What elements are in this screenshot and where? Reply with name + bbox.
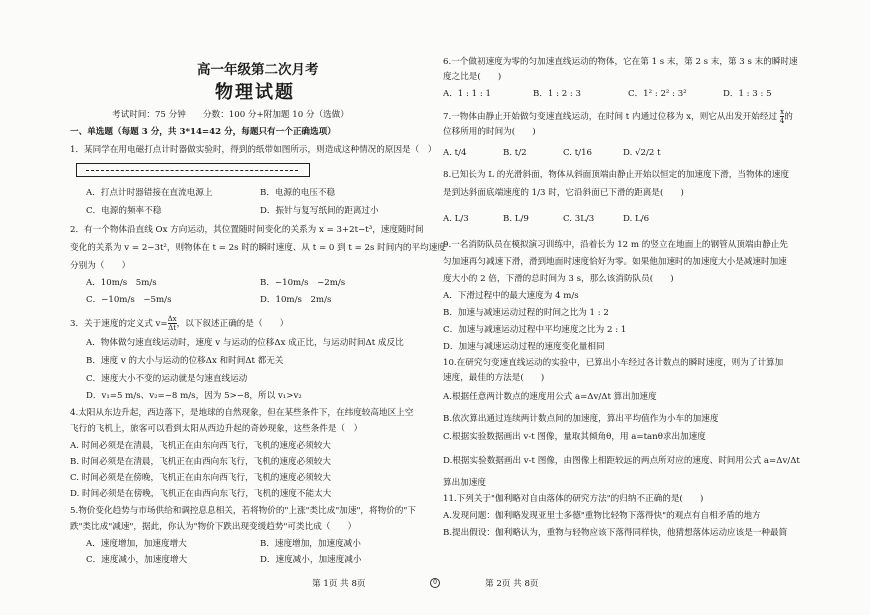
question-7-line2: 位移所用的时间为( )	[443, 127, 536, 137]
exam-info: 考试时间：75 分钟 分数：100 分+附加题 10 分（选做）	[112, 110, 349, 120]
question-1: 1．某同学在用电磁打点计时器做实验时，得到的纸带如图所示，则造成这种情况的原因是（ ）	[70, 145, 437, 155]
q3-numerator: Δx	[167, 315, 177, 323]
q11-option-b: B.提出假设：伽利略认为，重物与轻物应该下落得同样快，他猜想落体运动应该是一种最简	[443, 528, 788, 538]
q7-option-b: B. t/2	[503, 148, 527, 158]
q2-option-c: C．−10m/s −5m/s	[86, 295, 172, 305]
exam-title: 高一年级第二次月考	[197, 62, 319, 78]
question-7-line1	[443, 108, 793, 125]
q11-option-a: A.发现问题：伽利略发现亚里士多德"重物比轻物下落得快"的观点有自相矛盾的地方	[443, 511, 761, 521]
q7-option-a: A. t/4	[443, 148, 467, 158]
page-footer-left: 第 1页 共 8页	[312, 579, 366, 589]
q9-option-a: A．下滑过程中的最大速度为 4 m/s	[443, 291, 579, 301]
q8-option-d: D. L/6	[623, 214, 650, 224]
q8-option-a: A. L/3	[443, 214, 469, 224]
q4-option-a: A. 时间必须是在清晨，飞机正在由东向西飞行，飞机的速度必须较大	[70, 441, 331, 451]
q6-option-d: D．1 : 3 : 5	[723, 89, 772, 99]
q4-option-d: D. 时间必须是在傍晚，飞机正在由西向东飞行，飞机的速度不能太大	[70, 489, 332, 499]
question-6-line1: 6.一个做初速度为零的匀加速直线运动的物体，它在第 1 s 末，第 2 s 末，第 3 s 末的瞬时速	[443, 57, 798, 67]
q5-option-d: D．速度减小，加速度减小	[260, 555, 362, 565]
question-10-line1: 10.在研究匀变速直线运动的实验中，已算出小车经过各计数点的瞬时速度，则为了计算加	[443, 358, 784, 368]
q3-option-d: D．v₁=5 m/s、v₂=−8 m/s，因为 5>−8，所以 v₁>v₂	[86, 391, 302, 401]
q3-text-post: ，以下叙述正确的是（ ）	[176, 319, 289, 329]
q7-option-d: D. √2/2 t	[623, 148, 661, 158]
q6-option-c: C．1² : 2² : 3²	[628, 89, 687, 99]
q10-option-c: C.根据实验数据画出 v-t 图像，量取其倾角θ，用 a=tanθ求出加速度	[443, 432, 706, 442]
question-4-line2: 飞行的飞机上，旅客可以看到太阳从西边升起的奇妙现象，这些条件是（ ）	[70, 424, 363, 434]
q7-fraction-numerator: x	[780, 108, 785, 116]
question-9-line3: 度大小的 2 倍，下滑的总时间为 3 s，那么该消防队员( )	[443, 274, 674, 284]
q1-option-c: C．电源的频率不稳	[86, 206, 162, 216]
q5-option-c: C．速度减小，加速度增大	[86, 555, 188, 565]
q5-option-b: B．速度增加，加速度减小	[260, 539, 361, 549]
q6-option-a: A．1 : 1 : 1	[443, 89, 491, 99]
q10-option-a: A.根据任意两计数点的速度用公式 a=Δv/Δt 算出加速度	[443, 392, 657, 402]
q1-option-d: D．振针与复写纸间的距离过小	[260, 206, 379, 216]
q4-option-b: B. 时间必须是在清晨，飞机正在由西向东飞行，飞机的速度必须较大	[70, 457, 331, 467]
q7-text: 7.一物体由静止开始做匀变速直线运动，在时间 t 内通过位移为 x，则它从出发开始经过	[443, 112, 778, 122]
q3-option-a: A．物体做匀速直线运动时，速度 v 与运动的位移Δx 成正比，与运动时间Δt 成反比	[86, 338, 404, 348]
q9-option-b: B．加速与减速运动过程的时间之比为 1 : 2	[443, 308, 609, 318]
center-mark: 0	[430, 578, 440, 588]
subject-title: 物理试题	[215, 82, 295, 103]
q2-option-d: D．10m/s 2m/s	[260, 295, 332, 305]
q2-option-b: B．−10m/s −2m/s	[260, 278, 346, 288]
q8-option-b: B. L/9	[503, 214, 529, 224]
q2-option-a: A．10m/s 5m/s	[86, 278, 157, 288]
q3-option-b: B．速度 v 的大小与运动的位移Δx 和时间Δt 都无关	[86, 356, 284, 366]
question-9-line2: 匀加速再匀减速下滑，滑到地面时速度恰好为零。如果他加速时的加速度大小是减速时加速	[443, 257, 787, 267]
q3-text-pre: 3．关于速度的定义式 v=	[70, 319, 168, 329]
question-3	[70, 315, 288, 332]
q7-fraction-denominator: 4	[779, 117, 785, 125]
q7-option-c: C. t/16	[563, 148, 593, 158]
q8-option-c: C. 3L/3	[563, 214, 595, 224]
question-10-line2: 速度，最佳的方法是( )	[443, 373, 545, 383]
q1-option-a: A．打点计时器错接在直流电源上	[86, 188, 213, 198]
q7-text-end: 的	[784, 112, 793, 122]
question-2-line3: 分别为（ ）	[70, 261, 131, 271]
q5-option-a: A．速度增加，加速度增大	[86, 539, 187, 549]
question-8-line1: 8.已知长为 L 的光滑斜面，物体从斜面顶端由静止开始以恒定的加速度下滑，当物体的速度	[443, 170, 789, 180]
page-footer-right: 第 2页 共 8页	[485, 579, 539, 589]
question-2-line2: 变化的关系为 v = 2−3t²，则物体在 t = 2s 时的瞬时速度、从 t = 0 到 t = 2s 时间内的平均速度	[70, 243, 446, 253]
question-9-line1: 9.一名消防队员在模拟演习训练中，沿着长为 12 m 的竖立在地面上的钢管从顶端由静止先	[443, 240, 788, 250]
q6-option-b: B．1 : 2 : 3	[533, 89, 582, 99]
question-5-line1: 5.物价变化趋势与市场供给和调控息息相关，若将物价的"上涨"类比成"加速"，将物价的"下	[70, 506, 416, 516]
tape-dash-marks	[86, 170, 298, 171]
question-2-line1: 2．有一个物体沿直线 Ox 方向运动，其位置随时间变化的关系为 x = 3+2t−t³，速度随时间	[70, 225, 424, 235]
question-4-line1: 4.太阳从东边升起，西边落下，是地球的自然现象，但在某些条件下，在纬度较高地区上空	[70, 408, 414, 418]
q9-option-c: C．加速与减速运动过程中平均速度之比为 2 : 1	[443, 325, 627, 335]
q10-option-d-line1: D.根据实验数据画出 v-t 图像，由图像上相距较远的两点所对应的速度、时间用公式 a=Δv/Δt	[443, 456, 800, 466]
q3-option-c: C．速度大小不变的运动就是匀速直线运动	[86, 374, 248, 384]
q9-option-d: D．加速与减速运动过程的速度变化量相同	[443, 342, 605, 352]
question-8-line2: 是到达斜面底端速度的 1/3 时，它沿斜面已下滑的距离是( )	[443, 188, 684, 198]
section-heading: 一、单选题（每题 3 分，共 3*14=42 分，每题只有一个正确选项）	[70, 127, 336, 137]
question-5-line2: 跌"类比成"减速"，据此，你认为"物价下跌出现变缓趋势"可类比成（ ）	[70, 522, 357, 532]
q4-option-c: C. 时间必须是在傍晚，飞机正在由东向西飞行，飞机的速度必须较大	[70, 473, 331, 483]
question-11: 11.下列关于"伽利略对自由落体的研究方法"的归纳不正确的是( )	[443, 494, 704, 504]
q1-option-b: B．电源的电压不稳	[260, 188, 336, 198]
q3-denominator: Δt	[168, 324, 177, 332]
q10-option-d-line2: 算出加速度	[443, 478, 486, 488]
q10-option-b: B.依次算出通过连续两计数点间的加速度，算出平均值作为小车的加速度	[443, 414, 719, 424]
question-6-line2: 度之比是( )	[443, 72, 502, 82]
q3-fraction	[168, 315, 177, 332]
